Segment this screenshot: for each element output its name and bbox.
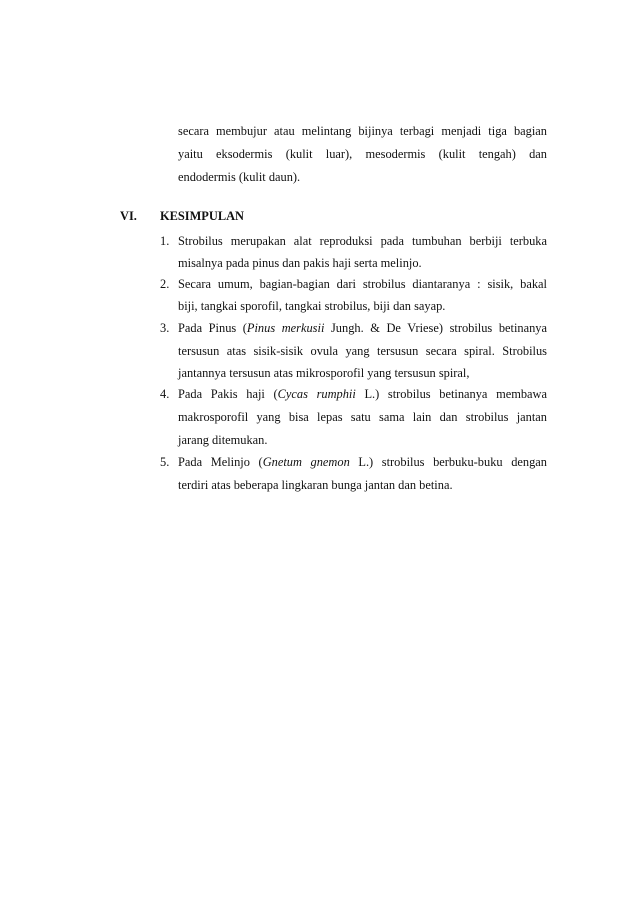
- list-item-line: Strobilus merupakan alat reproduksi pada tumbuhan berbiji terbuka: [178, 234, 547, 248]
- list-item-line: terdiri atas beberapa lingkaran bunga jantan dan betina.: [178, 478, 453, 492]
- list-item-line: jantannya tersusun atas mikrosporofil yang tersusun spiral,: [178, 366, 470, 380]
- list-item-line: Secara umum, bagian-bagian dari strobilus diantaranya : sisik, bakal: [178, 277, 547, 291]
- species-name: Gnetum gnemon: [262, 455, 350, 469]
- list-item-line: Pada Pinus (Pinus merkusii Jungh. & De Vriese) strobilus betinanya: [178, 321, 547, 335]
- list-item-line: tersusun atas sisik-sisik ovula yang tersusun secara spiral. Strobilus: [178, 344, 547, 358]
- list-item-line: Pada Pakis haji (Cycas rumphii L.) strobilus betinanya membawa: [178, 387, 547, 401]
- list-item-number: 2.: [160, 277, 170, 291]
- intro-line-3: endodermis (kulit daun).: [178, 170, 301, 184]
- intro-line-1: secara membujur atau melintang bijinya terbagi menjadi tiga bagian: [178, 124, 547, 138]
- section-title: KESIMPULAN: [160, 209, 244, 223]
- list-item-line: biji, tangkai sporofil, tangkai strobilus, biji dan sayap.: [178, 299, 446, 313]
- list-item-line: jarang ditemukan.: [178, 433, 268, 447]
- list-item-number: 5.: [160, 455, 170, 469]
- species-name: Cycas rumphii: [277, 387, 356, 401]
- list-item-line: makrosporofil yang bisa lepas satu sama lain dan strobilus jantan: [178, 410, 547, 424]
- list-item-number: 4.: [160, 387, 170, 401]
- section-number: VI.: [120, 209, 137, 223]
- species-name: Pinus merkusii: [246, 321, 325, 335]
- list-item-number: 1.: [160, 234, 170, 248]
- intro-line-2: yaitu eksodermis (kulit luar), mesodermis (kulit tengah) dan: [178, 147, 547, 161]
- list-item-line: misalnya pada pinus dan pakis haji serta melinjo.: [178, 256, 422, 270]
- list-item-line: Pada Melinjo (Gnetum gnemon L.) strobilus berbuku-buku dengan: [178, 455, 547, 469]
- list-item-number: 3.: [160, 321, 170, 335]
